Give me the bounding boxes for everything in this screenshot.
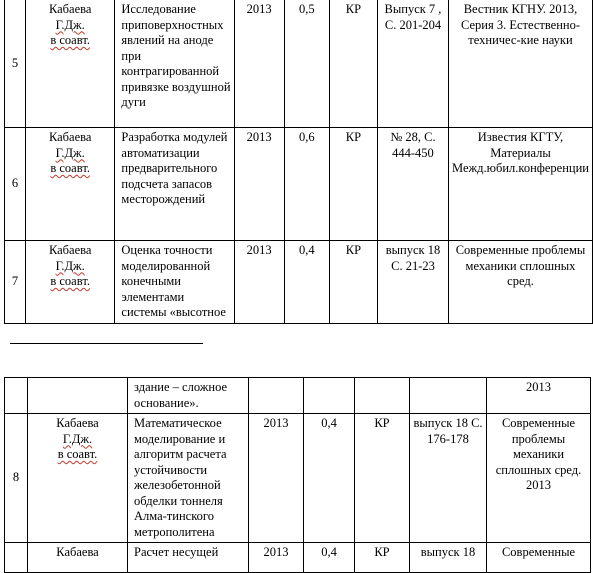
- publications-table-bottom: [4, 377, 591, 573]
- author-cell: [25, 241, 114, 324]
- author-surname: Кабаева: [48, 243, 92, 257]
- footnote-separator: [10, 343, 203, 344]
- pages-cell: выпуск 18 С. 176-178: [410, 414, 487, 543]
- table-row: [5, 414, 591, 543]
- source-cell: Современные проблемы механики сплошных сред. 2013: [487, 414, 591, 543]
- title-cell: Разработка модулей автоматизации предварительного подсчета запасов месторождений: [115, 128, 234, 241]
- author-surname: Кабаева: [28, 543, 128, 573]
- source-cell: 2013: [487, 378, 591, 414]
- source-cell: Современные проблемы механики сплошных сред.: [448, 241, 592, 324]
- type-cell: КР: [329, 0, 377, 128]
- pages-cell: выпуск 18 С. 21-23: [377, 241, 448, 324]
- type-cell: КР: [355, 414, 410, 543]
- author-coauthors: в соавт.: [57, 447, 98, 461]
- table-row: [5, 0, 593, 128]
- year-cell: 2013: [234, 241, 284, 324]
- volume-cell: 0,4: [304, 543, 355, 573]
- title-cell: Математическое моделирование и алгоритм расчета устойчивости железобетонной обделки тоннеля Алма-тинского метрополитена: [128, 414, 249, 543]
- row-number: [5, 543, 28, 573]
- table-row: [5, 543, 591, 573]
- row-number: 5: [5, 0, 26, 128]
- type-cell: КР: [329, 241, 377, 324]
- author-surname: Кабаева: [56, 416, 99, 430]
- pages-cell: № 28, С. 444-450: [377, 128, 448, 241]
- row-number: 8: [5, 414, 28, 543]
- source-cell: Вестник КГНУ. 2013, Серия 3. Естественно-техничес-кие науки: [448, 0, 592, 128]
- type-cell: [355, 378, 410, 414]
- author-initials: Г.Дж.: [55, 17, 85, 32]
- volume-cell: 0,4: [304, 414, 355, 543]
- type-cell: КР: [329, 128, 377, 241]
- source-cell: Известия КГТУ, Материалы Межд.юбил.конференции: [448, 128, 592, 241]
- title-cell: Расчет несущей: [128, 543, 249, 573]
- author-initials: Г.Дж.: [62, 431, 93, 446]
- author-coauthors: в соавт.: [50, 274, 90, 288]
- title-cell: Исследование приповерхностных явлений на аноде при контрагированной привязке воздушной дуги: [115, 0, 234, 128]
- publications-table-top: [4, 0, 593, 324]
- volume-cell: [304, 378, 355, 414]
- volume-cell: 0,4: [284, 241, 329, 324]
- pages-cell: Выпуск 7 , С. 201-204: [377, 0, 448, 128]
- title-cell: здание – сложное основание».: [128, 378, 249, 414]
- year-cell: 2013: [249, 543, 304, 573]
- author-cell: [28, 378, 128, 414]
- volume-cell: 0,5: [284, 0, 329, 128]
- author-surname: Кабаева: [48, 130, 92, 144]
- author-cell: [25, 128, 114, 241]
- row-number: [5, 378, 28, 414]
- table-row: [5, 128, 593, 241]
- author-cell: [28, 414, 128, 543]
- author-initials: Г.Дж.: [55, 258, 85, 273]
- author-surname: Кабаева: [48, 2, 92, 16]
- year-cell: 2013: [234, 128, 284, 241]
- author-cell: [25, 0, 114, 128]
- author-coauthors: в соавт.: [50, 161, 90, 175]
- title-cell: Оценка точности моделированной конечными элементами системы «высотное: [115, 241, 234, 324]
- table-row: [5, 378, 591, 414]
- year-cell: 2013: [249, 414, 304, 543]
- volume-cell: 0,6: [284, 128, 329, 241]
- row-number: 7: [5, 241, 26, 324]
- year-cell: [249, 378, 304, 414]
- author-coauthors: в соавт.: [50, 33, 90, 47]
- source-cell: Современные: [487, 543, 591, 573]
- row-number: 6: [5, 128, 26, 241]
- pages-cell: выпуск 18: [410, 543, 487, 573]
- pages-cell: [410, 378, 487, 414]
- type-cell: КР: [355, 543, 410, 573]
- year-cell: 2013: [234, 0, 284, 128]
- table-row: [5, 241, 593, 324]
- author-initials: Г.Дж.: [55, 145, 85, 160]
